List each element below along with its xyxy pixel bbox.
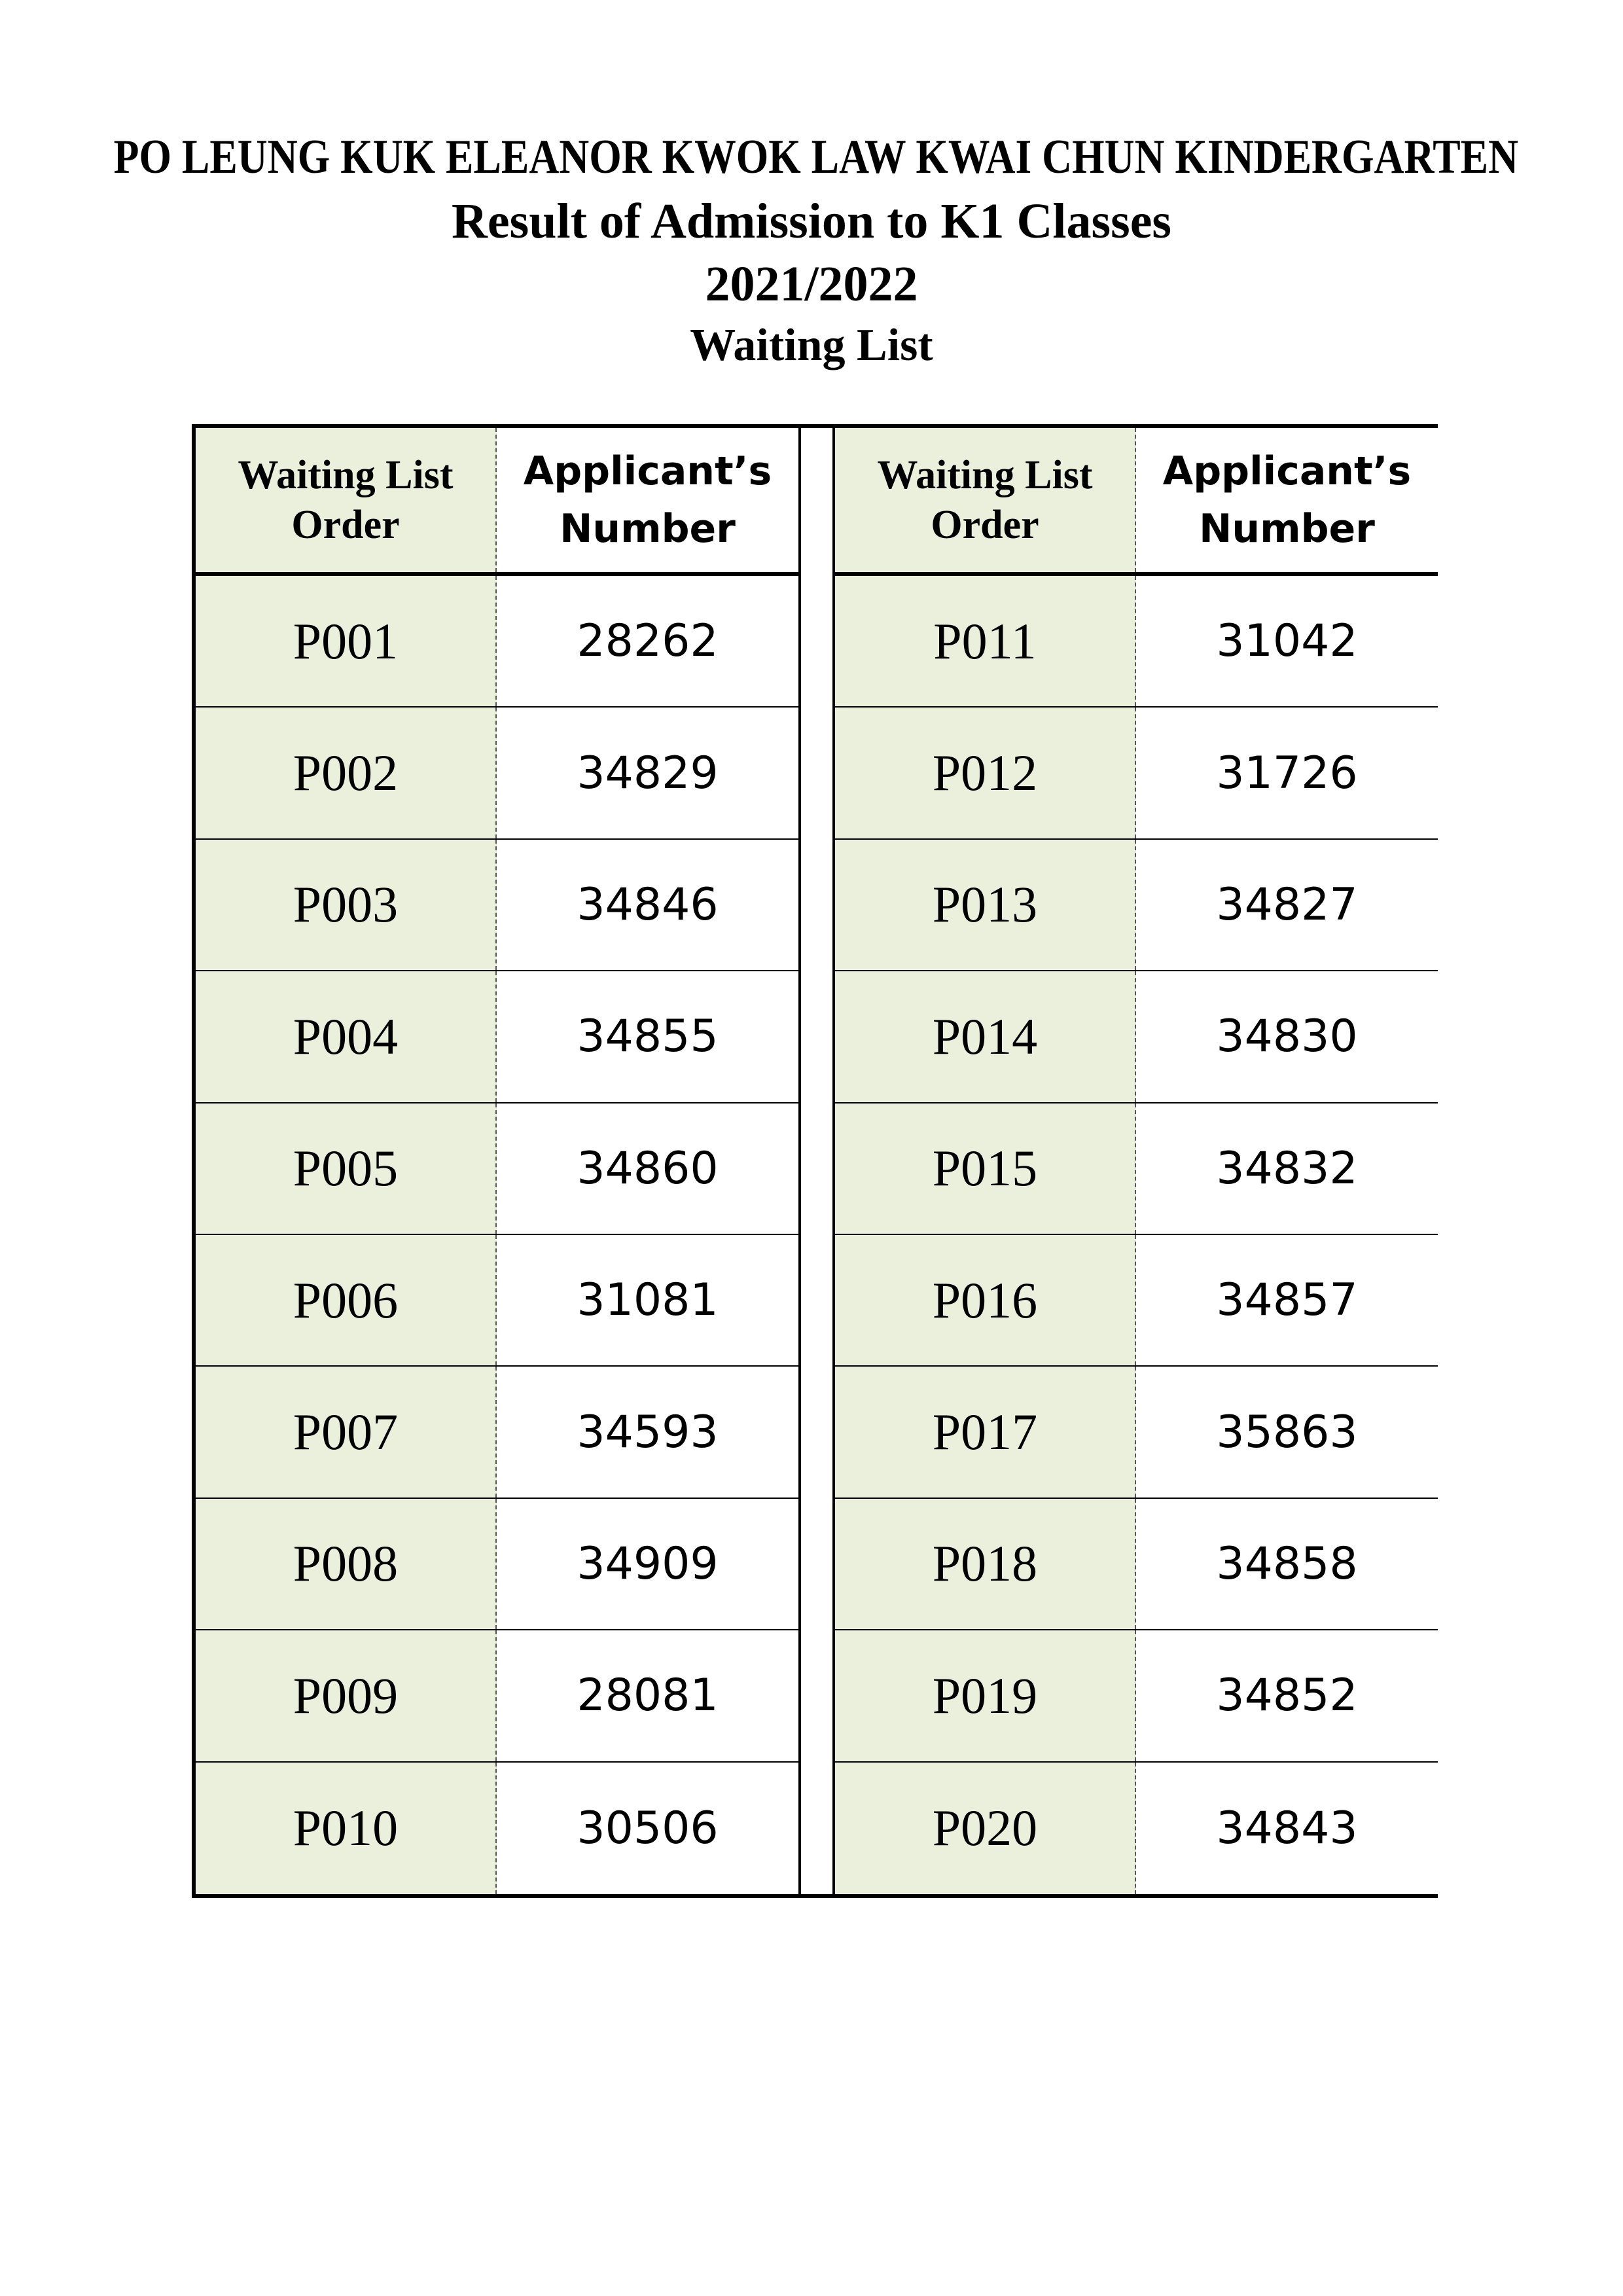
applicant-number: 30506 (577, 1802, 719, 1854)
applicant-number: 34843 (1216, 1802, 1358, 1854)
table-row (196, 1367, 798, 1498)
applicant-number-cell (497, 708, 798, 838)
waiting-list-order-cell (835, 1763, 1136, 1894)
applicant-number-cell (497, 576, 798, 706)
applicant-number-cell (1136, 1103, 1438, 1234)
school-name: PO LEUNG KUK ELEANOR KWOK LAW KWAI CHUN KINDERGARTEN (113, 130, 1519, 184)
table-row (835, 708, 1438, 839)
waiting-list-order-cell (196, 971, 497, 1102)
header-waiting-list-order (196, 428, 497, 572)
applicant-number-cell (497, 1763, 798, 1894)
waiting-list-order-cell (835, 971, 1136, 1102)
applicant-number-cell (1136, 1235, 1438, 1365)
applicant-number-cell (497, 1499, 798, 1629)
waiting-list-order: P005 (293, 1139, 399, 1197)
table-row (835, 1499, 1438, 1630)
table-row (835, 1367, 1438, 1498)
waiting-list-order: P017 (932, 1403, 1038, 1461)
header-waiting-list-order (835, 428, 1136, 572)
applicant-number: 34830 (1216, 1011, 1358, 1063)
applicant-number: 31081 (577, 1274, 719, 1327)
applicant-number: 34832 (1216, 1142, 1358, 1194)
applicant-number: 34855 (577, 1011, 719, 1063)
applicant-number-cell (497, 840, 798, 970)
table-header-row (196, 428, 798, 576)
waiting-list-order: P008 (293, 1535, 399, 1592)
waiting-list-order: P018 (932, 1535, 1038, 1592)
waiting-list-order-cell (835, 1235, 1136, 1365)
applicant-number: 35863 (1216, 1406, 1358, 1458)
applicant-number: 34909 (577, 1537, 719, 1590)
applicant-number: 34846 (577, 878, 719, 931)
waiting-list-order: P004 (293, 1007, 399, 1065)
waiting-list-order: P012 (932, 744, 1038, 802)
table-header-row (835, 428, 1438, 576)
header-number-line2: Number (560, 506, 736, 552)
waiting-list-order: P007 (293, 1403, 399, 1461)
waiting-list-order: P001 (293, 612, 399, 670)
applicant-number-cell (497, 1235, 798, 1365)
waiting-list-order: P011 (933, 612, 1037, 670)
applicant-number-cell (497, 971, 798, 1102)
table-row (835, 1630, 1438, 1762)
school-year: 2021/2022 (705, 257, 918, 312)
table-row (835, 1235, 1438, 1367)
waiting-list-order: P002 (293, 744, 399, 802)
result-title: Result of Admission to K1 Classes (452, 194, 1171, 249)
table-row (196, 1630, 798, 1762)
waiting-list-order-cell (835, 1103, 1136, 1234)
applicant-number: 28262 (577, 615, 719, 668)
waiting-list-order-cell (835, 1367, 1136, 1497)
applicant-number-cell (497, 1630, 798, 1761)
waiting-list-order: P019 (932, 1666, 1038, 1724)
header-number-line1: Applicant’s (1162, 448, 1412, 494)
waiting-list-order-cell (196, 1367, 497, 1497)
applicant-number: 31726 (1216, 747, 1358, 799)
waiting-list-order-cell (196, 1235, 497, 1365)
waiting-list-order: P014 (932, 1007, 1038, 1065)
waiting-list-order-cell (196, 1630, 497, 1761)
table-row (196, 1763, 798, 1894)
table-row (196, 1235, 798, 1367)
table-body-right (835, 576, 1438, 1894)
table-row (196, 971, 798, 1103)
applicant-number: 31042 (1216, 615, 1358, 668)
table-divider (798, 428, 835, 1894)
table-row (835, 1103, 1438, 1235)
waiting-list-order-cell (835, 840, 1136, 970)
waiting-list-order: P013 (932, 876, 1038, 933)
waiting-list-order: P003 (293, 876, 399, 933)
header-number-line2: Number (1199, 506, 1375, 552)
header-applicant-number (1136, 428, 1438, 572)
header-order-line1: Waiting List (238, 453, 454, 497)
header-number-line1: Applicant’s (523, 448, 772, 494)
waiting-list-order-cell (835, 708, 1136, 838)
applicant-number-cell (1136, 1499, 1438, 1629)
header-order-line2: Order (931, 503, 1039, 547)
table-row (835, 971, 1438, 1103)
table-row (196, 1499, 798, 1630)
table-row (196, 576, 798, 708)
table-row (835, 840, 1438, 971)
applicant-number-cell (1136, 1367, 1438, 1497)
waiting-list-order-cell (196, 576, 497, 706)
header-order-line1: Waiting List (877, 453, 1093, 497)
waiting-list-order: P006 (293, 1271, 399, 1329)
list-title: Waiting List (690, 320, 933, 370)
applicant-number-cell (1136, 1763, 1438, 1894)
applicant-number: 34827 (1216, 878, 1358, 931)
applicant-number-cell (497, 1103, 798, 1234)
table-right-half (835, 428, 1438, 1894)
waiting-list-order-cell (196, 840, 497, 970)
applicant-number-cell (1136, 708, 1438, 838)
waiting-list-order-cell (196, 1103, 497, 1234)
table-row (835, 576, 1438, 708)
applicant-number: 34852 (1216, 1670, 1358, 1722)
applicant-number: 34858 (1216, 1537, 1358, 1590)
applicant-number-cell (1136, 576, 1438, 706)
waiting-list-order: P009 (293, 1666, 399, 1724)
waiting-list-order-cell (835, 576, 1136, 706)
applicant-number-cell (1136, 1630, 1438, 1761)
table-left-half (196, 428, 798, 1894)
table-row (196, 708, 798, 839)
waiting-list-order: P015 (932, 1139, 1038, 1197)
applicant-number-cell (1136, 840, 1438, 970)
waiting-list-order-cell (196, 708, 497, 838)
waiting-list-order-cell (196, 1763, 497, 1894)
header-order-line2: Order (291, 503, 400, 547)
table-body-left (196, 576, 798, 1894)
waiting-list-order-cell (835, 1630, 1136, 1761)
table-row (835, 1763, 1438, 1894)
document-header (0, 124, 1623, 376)
waiting-list-order: P010 (293, 1799, 399, 1857)
applicant-number: 34857 (1216, 1274, 1358, 1327)
waiting-list-order-cell (835, 1499, 1136, 1629)
applicant-number: 34593 (577, 1406, 719, 1458)
waiting-list-order: P020 (932, 1799, 1038, 1857)
table-row (196, 1103, 798, 1235)
applicant-number-cell (1136, 971, 1438, 1102)
applicant-number: 34860 (577, 1142, 719, 1194)
applicant-number: 28081 (577, 1670, 719, 1722)
waiting-list-order: P016 (932, 1271, 1038, 1329)
waiting-list-order-cell (196, 1499, 497, 1629)
applicant-number: 34829 (577, 747, 719, 799)
table-row (196, 840, 798, 971)
waiting-list-table (192, 424, 1438, 1898)
header-applicant-number (497, 428, 798, 572)
applicant-number-cell (497, 1367, 798, 1497)
